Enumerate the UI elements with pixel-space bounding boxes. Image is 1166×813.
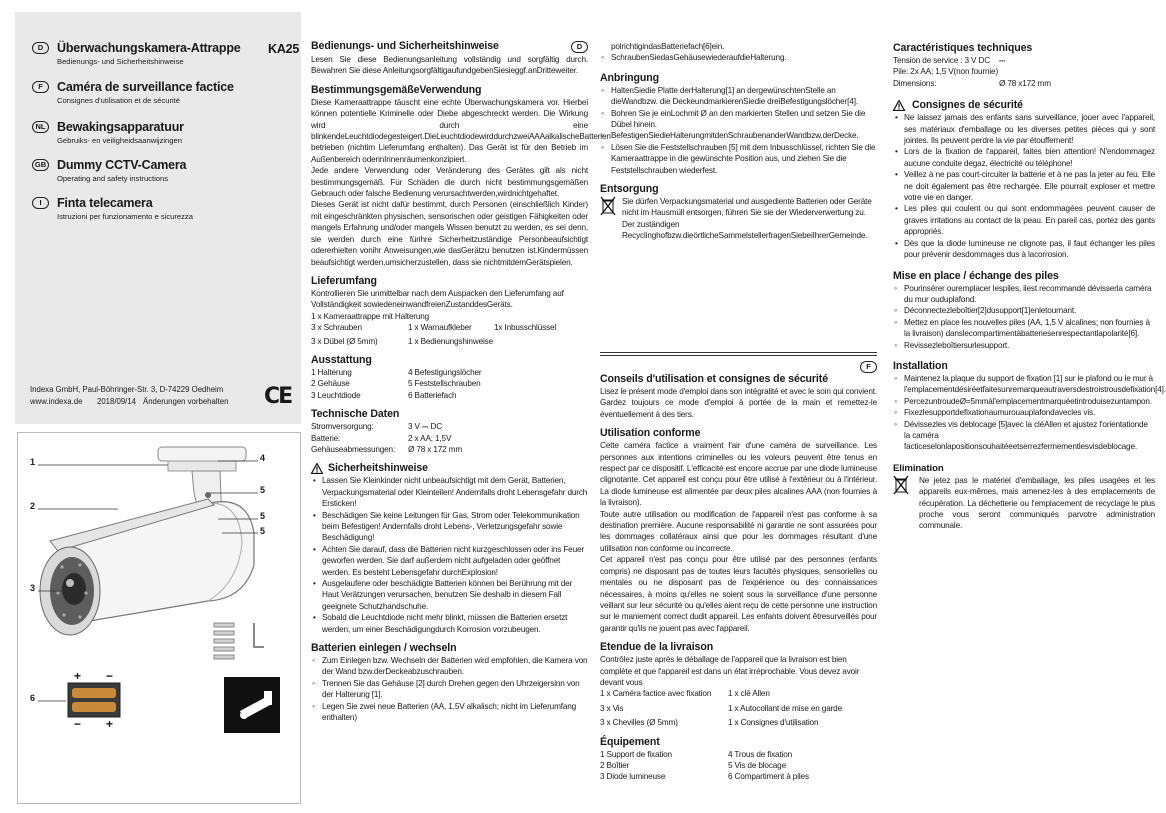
list-item: • Lassen Sie Kleinkinder nicht unbeaufsichtigt mit dem Gerät, Batterien, Verpackungsmaterial oder Kleinteilen! Andernfalls droht Lebensgefahr durch Ersticken! [311, 475, 588, 509]
section-heading: Etendue de la livraison [600, 641, 714, 654]
tech-value: 3 V ⎓ DC [408, 422, 442, 432]
lang-subtitle: Bedienungs- und Sicherheitshinweise [57, 57, 184, 66]
ce-mark: CE [264, 384, 292, 409]
section-heading: Consignes de sécurité [912, 99, 1023, 112]
scope-list [600, 688, 877, 728]
lang-title: Überwachungskamera-Attrappe [57, 41, 241, 55]
paragraph: Jede andere Verwendung oder Veränderung des Gerätes gilt als nicht bestimmungsgemäß. Für Schäden die durch nicht bestimmungsgemäßen Gebrauch oder falsche Bedienung verursachtwerden,wirdnichtgehaftet. [311, 166, 588, 199]
tech-label: Pile: 2x AA; 1,5 V(non fournie) [893, 67, 999, 77]
column-fr [600, 360, 877, 783]
polarity-plus: + [106, 717, 114, 731]
intro-text: Lesen Sie diese Bedienungsanleitung vollständig und sorgfältig durch. Bewahren Sie diese AnleitungsorgfältigaufundgebenSiesieggf.anDritteweiter. [311, 55, 588, 76]
tech-label: Tension de service : 3 V DC [893, 56, 990, 65]
section-heading: Technische Daten [311, 408, 400, 421]
battery-steps [311, 655, 588, 723]
list-item: 4 Befestigungslöcher [408, 367, 482, 377]
section-heading: Caractéristiques techniques [893, 42, 1033, 54]
installation-steps [893, 373, 1166, 453]
callout-6: 6 [30, 693, 36, 703]
changes-note: Änderungen vorbehalten [143, 397, 229, 406]
polarity-minus: − [74, 717, 82, 731]
list-item: ◦ SchraubenSiedasGehäusewiederaufdieHalterung. [600, 52, 877, 63]
lang-badge: I [32, 197, 49, 209]
list-item: 1 x Warnaufkleber [408, 323, 472, 333]
tech-label: Batterie: [311, 433, 341, 443]
section-heading: Utilisation conforme [600, 427, 701, 440]
lang-subtitle: Operating and safety instructions [57, 174, 169, 183]
section-heading: Mise en place / échange des piles [893, 269, 1059, 282]
list-item: 1 x Caméra factice avec fixation [600, 689, 712, 699]
list-item: ◦ PercezuntroudeØ=5mmàl'emplacementmarquéetintroduisezuntampon. [893, 396, 1155, 407]
list-item: 3 Leuchtdiode [311, 390, 361, 400]
lang-title-nl [32, 120, 184, 146]
lang-badge: F [860, 361, 877, 373]
warning-icon [311, 463, 323, 474]
battery-steps [893, 283, 1155, 351]
list-item: • Lors de la fixation de l'appareil, faites bien attention! N'endommagez aucune conduite degaz, électricité ou téléphone! [893, 146, 1155, 169]
list-item: 3 x Schrauben [311, 323, 362, 333]
list-item: 5 Feststellschrauben [408, 379, 481, 389]
list-item: ◦ Lösen Sie die Feststellschrauben [5] mit dem Inbusschlüssel, richten Sie die Kameraattrappe in die gewünschte Position aus, und ziehen Sie die Feststellschrauben wiederfest. [600, 142, 877, 176]
list-item: ◦ HaltenSiedie Platte derHalterung[1] an dergewünschtenStelle an dieWandbzw. die DeckeundmarkierenSiedie dreiBefestigungslöcher[4]. [600, 85, 877, 108]
paragraph: Cette caméra factice a vraiment l'air d'une caméra de surveillance. Les personnes aux intentions criminelles ou les voleurs peuvent être tenus en respect par ce dispositif. L'efficacité est encore accrue par une diode lumineuse clignotante. Cet appareil est conçu pour être utilisé à l'extérieur ou à l'intérieur. La diode lumineuse est alimentée par deux piles alcalines AAA (non fournies à la livraison). [600, 441, 877, 508]
section-heading: Conseils d'utilisation et consignes de sécurité [600, 373, 828, 385]
lang-subtitle: Consignes d'utilisation et de sécurité [57, 96, 181, 105]
section-heading: Entsorgung [600, 183, 659, 196]
safety-list [311, 475, 588, 635]
paragraph: Cet appareil n'est pas conçu pour être utilisé par des personnes (enfants compris) ne disposant pas de toutes leurs facultés physiques, sensorielles ou mentales ou ne disposant pas de l'expérience ou des connaissances nécessaires, à moins qu'elles ne soient sous la surveillance d'une personne veillant sur leur sécurité ou qu'elles aient reçu de cette personne une instruction sur le maniement correct dudit appareil. Les enfants doivent êtresurveillés pour garantir qu'ils ne jouent pas avec l'appareil. [600, 555, 877, 633]
callout-5: 5 [260, 485, 266, 495]
tech-label: Stromversorgung: [311, 422, 374, 432]
lang-title: Caméra de surveillance factice [57, 80, 234, 94]
tech-table [311, 421, 462, 455]
list-item: • Dès que la diode lumineuse ne clignote pas, il faut échanger les piles pour prévenir desdommages dus à lacorrosion. [893, 238, 1155, 261]
tech-value: ⎓ [999, 56, 1006, 65]
list-item: 3 x Vis [600, 703, 624, 713]
paragraph: Diese Kameraattrappe täuscht eine echte Überwachungskamera vor. Hierbei können potentielle Kriminelle oder Diebe abgeschreckt werden. Die Wirkung wird durch eine blinkendeLeuchtdiodegesteigert.DieLeuchtdiodewirddurchzweiAAAalkalischeBatterien betrieben (nichtim Lieferumfang enthalten). Das Gerät ist für den Betrieb im Außenbereich oderinInnenräumenkonzipiert. [311, 97, 611, 164]
section-heading: Anbringung [600, 71, 660, 84]
list-item: ◦ Maintenez la plaque du support de fixation [1] sur le plafond ou le mur à l'emplacementdésiréetfaitesunremarqueautraversdestroistrousdefixation[4]. [893, 373, 1155, 396]
polarity-minus: − [106, 669, 114, 683]
polarity-plus: + [74, 669, 82, 683]
list-item: 1 Support de fixation [600, 749, 672, 759]
list-item: ◦ BefestigenSiedieHalterungmitdenSchraubenanderWandbzw.derDecke. [600, 130, 877, 141]
website: www.indexa.de [30, 397, 83, 406]
list-item: 5 Vis de blocage [728, 760, 786, 770]
list-item: • Achten Sie darauf, dass die Batterien nicht kurzgeschlossen oder ins Feuer geworfen werden. Sie darf außerdem nicht aufgeladen oder geöffnet werden. Es besteht Lebensgefahr durchExplosion! [311, 544, 588, 578]
section-divider [600, 355, 877, 356]
list-item: ◦ Zum Einlegen bzw. Wechseln der Batterien wird empfohlen, die Kamera von der Wand bzw.derDeckeabzuschrauben. [311, 655, 588, 678]
lang-badge: F [32, 81, 49, 93]
intro-text: Lisez le présent mode d'emploi dans son intégralité et avec le soin qui convient. Gardez toujours ce mode d'emploi à portée de la main et remettez-le éventuellement à des tiers. [600, 387, 877, 419]
column-fr-cont [893, 42, 1166, 532]
lang-title-it [32, 196, 193, 222]
tech-value: Ø 78 x172 mm [999, 78, 1051, 88]
equipment-list [311, 367, 588, 401]
section-divider [600, 352, 877, 353]
warning-icon [893, 100, 905, 111]
list-item: ◦ Pourinsérer ouremplacer lespiles, ilest recommandé dévisserla caméra du mur ouduplafond. [893, 283, 1155, 306]
column-de [311, 40, 611, 724]
paragraph: Toute autre utilisation ou modification de l'appareil n'est pas conforme à sa destination première. Aucune responsabilité ni garantie ne sont assurées pour les dommages collatéraux ainsi que pour les dommages résultant d'une utilisation non conforme ou incorrecte. [600, 509, 877, 553]
date: 2018/09/14 [97, 397, 137, 406]
list-item: 3 Diode lumineuse [600, 772, 666, 782]
paragraph: Contrôlez juste après le déballage de l'appareil que la livraison est bien complète et que l'appareil est dans un état irréprochable. Vous devez avoir devant vous [600, 655, 860, 687]
section-heading: Sicherheitshinweise [328, 462, 428, 475]
lang-title-fr [32, 80, 234, 106]
list-item: 4 Trous de fixation [728, 749, 793, 759]
list-item: 3 x Chevilles (Ø 5mm) [600, 718, 678, 728]
list-item: • Beschädigen Sie keine Leitungen für Gas, Strom oder Telekommunikation beim Befestigen! Andernfalls droht Lebens-, Verletzungsgefahr sowie Beschädigung! [311, 510, 588, 544]
lang-badge: NL [32, 121, 49, 133]
section-heading: Installation [893, 359, 948, 372]
camera-figure [17, 432, 301, 804]
list-item: 1 x Consignes d'utilisation [728, 718, 819, 728]
list-item: • Ausgelaufene oder beschädigte Batterien können bei Berührung mit der Haut Verätzungen verursachen, benutzen Sie deshalb in diesem Fall geeignete Schutzhandschuhe. [311, 578, 588, 612]
section-heading: BestimmungsgemäßeVerwendung [311, 83, 482, 96]
section-heading: Lieferumfang [311, 274, 377, 287]
list-item: 6 Batteriefach [408, 390, 457, 400]
list-item: 6 Compartiment à piles [728, 772, 809, 782]
list-item: ◦ Mettez en place les nouvelles piles (AA, 1,5 V alcalines; non fournies à la livraison) danslecompartimentàbatteriesenrespectantlapolarité[6]. [893, 317, 1155, 340]
scope-row [311, 336, 588, 347]
list-item: ◦ Déconnectezleboîtier[2]dusupport[1]enletournant. [893, 305, 1155, 316]
list-item: • Sobald die Leuchtdiode nicht mehr blinkt, müssen die Batterien ersetzt werden, um einer Beschädigungdurch Korrosion vorzubeugen. [311, 612, 588, 635]
list-item: 1 Halterung [311, 367, 352, 377]
list-item: 1 x Kameraattrappe mit Halterung [311, 311, 430, 321]
tech-table [893, 55, 1051, 89]
section-heading: Elimination [893, 462, 944, 474]
list-item: • Veillez à ne pas court-circuiter la batterie et à ne pas la jeter au feu. Elle ne doit également pas être rechargée. Elle pourrait exploser et mettre votre vie en danger. [893, 169, 1155, 203]
model-number: KA25 [268, 42, 300, 56]
lang-subtitle: Istruzioni per funzionamento e sicurezza [57, 212, 193, 221]
list-item: 2 Gehäuse [311, 379, 350, 389]
paragraph: Dieses Gerät ist nicht dafür bestimmt, durch Personen (einschließlich Kinder) mit eingeschränkten physischen, sensorischen oder geistigen Fähigkeiten oder mangels Erfahrung und/oder mangels Wissen benutzt zu werden, es sei denn, sie werden durch eine fürihre Sicherheitzuständige Personbeaufsichtigt odererhielten vonihr Anweisungen,wie dasGerätzu benutzen ist.Kindermüssen beaufsichtigt werden,umsicherzustellen, dass sie nichtmitdemGerätspielen. [311, 200, 588, 267]
section-heading: Équipement [600, 735, 660, 748]
callout-2: 2 [30, 501, 36, 511]
company-address: Indexa GmbH, Paul-Böhringer-Str. 3, D-74229 Oedheim [30, 385, 224, 394]
section-heading: Ausstattung [311, 353, 372, 366]
mounting-steps [600, 85, 877, 176]
paragraph: polrichtigindasBatteriefach[6]ein. [611, 42, 725, 51]
tech-label: Gehäuseabmessungen: [311, 444, 396, 454]
lang-badge: D [32, 42, 49, 54]
lang-subtitle: Gebruiks- en veiligheidsaanwijzingen [57, 136, 182, 145]
crossed-bin-icon [893, 475, 909, 495]
section-heading: Batterien einlegen / wechseln [311, 642, 457, 655]
list-item: 1x Inbusschlüssel [494, 323, 557, 333]
lang-title: Bewakingsapparatuur [57, 120, 184, 134]
battery-steps-cont [600, 52, 877, 63]
list-item: • Ne laissez jamais des enfants sans surveillance, jouer avec l'appareil, ses matériaux d'emballage ou les diverses petites pièces qui y sont jointes. Ils peuvent perdre la vie par étouffement! [893, 112, 1155, 146]
lang-title: Finta telecamera [57, 196, 153, 210]
lang-title-de [32, 41, 241, 67]
tech-value: Ø 78 x 172 mm [408, 444, 463, 454]
lang-badge: GB [32, 159, 49, 171]
list-item: 1 x Autocollant de mise en garde [728, 703, 842, 713]
list-item: 3 x Dübel (Ø 5mm) [311, 336, 378, 346]
tech-value: 2 x AA; 1,5V [408, 433, 452, 443]
list-item: ◦ Bohren Sie je einLochmit Ø an den markierten Stellen und setzen Sie die Dübel hinein. [600, 108, 877, 131]
column-de-cont [600, 41, 877, 242]
list-item: • Les piles qui coulent ou qui sont endommagées peuvent causer de graves irritations au contact de la peau. En pareil cas, portez des gants appropriés. [893, 203, 1155, 237]
crossed-bin-icon [600, 196, 616, 216]
callout-5: 5 [260, 511, 266, 521]
equipment-list [600, 749, 877, 783]
list-item: ◦ Revissezleboîtiersurlesupport. [893, 340, 1155, 351]
list-item: ◦ Legen Sie zwei neue Batterien (AA, 1,5V alkalisch; nicht im Lieferumfang enthalten) [311, 701, 588, 724]
lang-title-gb [32, 158, 186, 184]
paragraph: Ne jetez pas le matériel d'emballage, les piles usagées et les appareils eux-mêmes, mais amenez-les à des emplacements de récupération. La déchetterie ou l'emplacement de recyclage le plus proche vous seront communiqués parvotre administration communale. [919, 475, 1155, 531]
callout-1: 1 [30, 457, 36, 467]
safety-list [893, 112, 1155, 260]
lang-badge: D [571, 41, 588, 53]
list-item: 1 x clé Allen [728, 689, 770, 699]
list-item: ◦ Trennen Sie das Gehäuse [2] durch Drehen gegen den Uhrzeigersinn von der Halterung [1]. [311, 678, 588, 701]
paragraph: Sie dürfen Verpackungsmaterial und ausgediente Batterien oder Geräte nicht im Hausmüll entsorgen, führen Sie sie der Wiederverwertung zu. Der zuständigen Recyclinghofbzw.dieörtlicheSammelstellerfragenSiebeiIhrerGemeinde. [622, 197, 872, 241]
lang-title: Dummy CCTV-Camera [57, 158, 187, 172]
callout-3: 3 [30, 583, 36, 593]
list-item: ◦ Dévissezles vis deblocage [5]avec la cléAllen et ajustez l'orientationde la caméra facticeselonlapositionsouhaitéeetserrezfermementlesvisdeblocage. [893, 419, 1155, 453]
list-item: 1 x Bedienungshinweise [408, 336, 494, 346]
list-item: ◦ Fixezlesupportdefixationaumurouauplafondavecles vis. [893, 407, 1155, 418]
scope-row [311, 322, 588, 333]
tech-label: Dimensions: [893, 78, 937, 88]
list-item: 2 Boîtier [600, 760, 630, 770]
callout-5: 5 [260, 526, 266, 536]
section-heading: Bedienungs- und Sicherheitshinweise [311, 40, 499, 52]
paragraph: Kontrollieren Sie unmittelbar nach dem Auspacken den Lieferumfang auf Vollständigkeit sowiedeneinwandfreienZustanddesGeräts. [311, 288, 564, 310]
callout-4: 4 [260, 453, 266, 463]
